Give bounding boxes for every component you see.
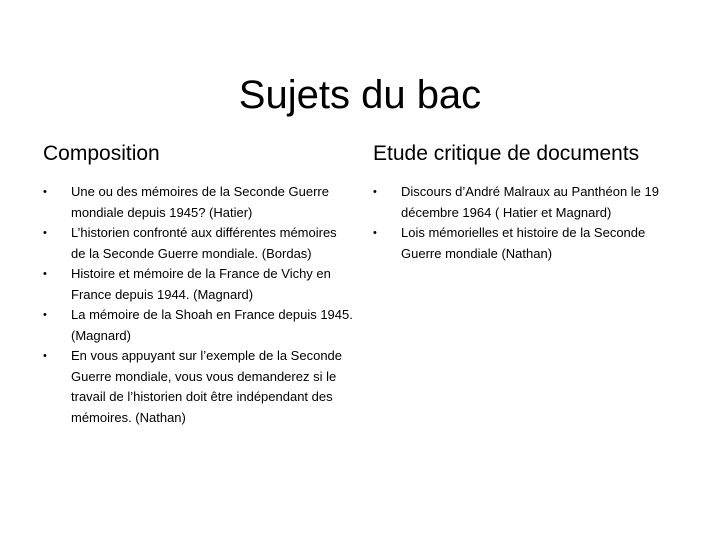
bullet-icon: • [43,350,47,362]
list-item [43,305,353,346]
list-item [43,264,353,305]
composition-list [43,182,353,428]
bullet-icon: • [43,309,47,321]
document-study-heading: Etude critique de documents [373,142,640,165]
list-item-text: En vous appuyant sur l’exemple de la Seconde Guerre mondiale, vous vous demanderez si le travail de l’historien doit être indépendant des mémoires. (Nathan) [71,348,343,425]
document-study-list [373,182,683,264]
list-item-text: Une ou des mémoires de la Seconde Guerre mondiale depuis 1945? (Hatier) [71,184,329,220]
composition-column [43,140,353,428]
document-study-column [373,140,683,264]
list-item-text: Lois mémorielles et histoire de la Seconde Guerre mondiale (Nathan) [401,225,646,261]
list-item [373,182,683,223]
composition-heading: Composition [43,142,160,165]
list-item [43,346,353,428]
bullet-icon: • [373,227,377,239]
list-item-text: Discours d’André Malraux au Panthéon le 19 décembre 1964 ( Hatier et Magnard) [401,184,659,220]
list-item-text: La mémoire de la Shoah en France depuis 1945. (Magnard) [71,307,353,343]
bullet-icon: • [43,227,47,239]
bullet-icon: • [373,186,377,198]
list-item-text: Histoire et mémoire de la France de Vichy en France depuis 1944. (Magnard) [71,266,331,302]
slide-title: Sujets du bac [238,72,482,117]
list-item [373,223,683,264]
list-item [43,182,353,223]
bullet-icon: • [43,186,47,198]
bullet-icon: • [43,268,47,280]
list-item [43,223,353,264]
list-item-text: L’historien confronté aux différentes mémoires de la Seconde Guerre mondiale. (Bordas) [71,225,337,261]
